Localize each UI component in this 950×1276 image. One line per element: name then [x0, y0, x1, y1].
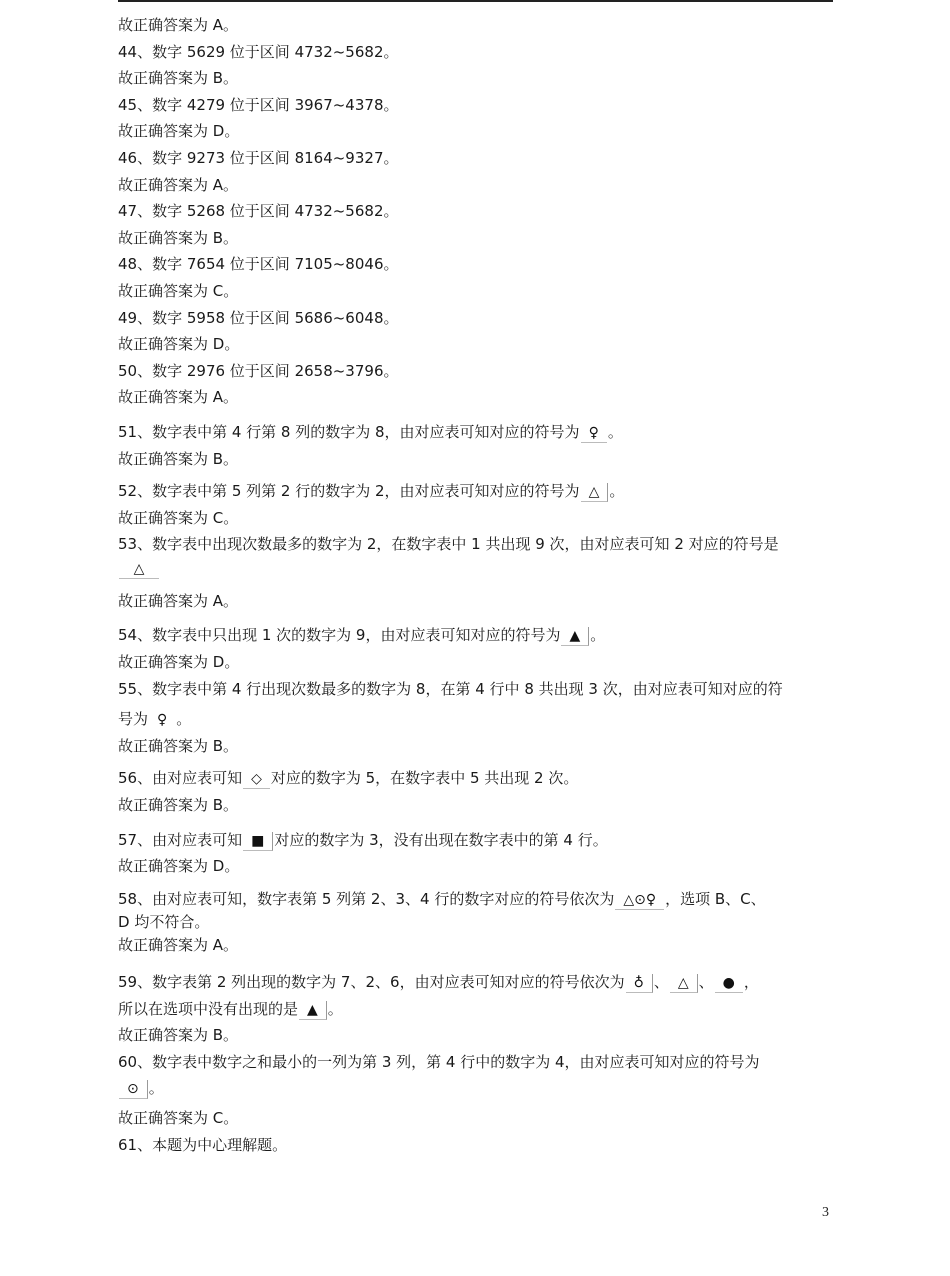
period: 。 [609, 482, 625, 501]
question-52-text: 52、数字表中第 5 列第 2 行的数字为 2，由对应表可知对应的符号为 [118, 482, 580, 501]
question-60: 60、数字表中数字之和最小的一列为第 3 列，第 4 行中的数字为 4，由对应表可知对应的符号为 [118, 1052, 760, 1071]
diamond-outline-icon: ◇ [243, 770, 270, 789]
period: 。 [148, 1079, 164, 1098]
circle-filled-icon: ● [715, 974, 743, 993]
question-54 [118, 622, 833, 649]
period: 。 [590, 626, 606, 645]
answer-56: 故正确答案为 B。 [118, 796, 239, 815]
question-58-text-b: ，选项 B、C、 [665, 889, 766, 908]
question-49: 49、数字 5958 位于区间 5686~6048。 [118, 308, 399, 327]
square-filled-icon: ■ [243, 832, 273, 851]
question-55-line2 [118, 706, 833, 733]
answer-47: 故正确答案为 B。 [118, 228, 239, 247]
question-53 [118, 531, 833, 558]
triangle-circle-female-icon: △⊙♀ [615, 891, 664, 910]
answer-55: 故正确答案为 B。 [118, 736, 239, 755]
period: 。 [327, 999, 343, 1018]
question-56 [118, 765, 833, 792]
question-46: 46、数字 9273 位于区间 8164~9327。 [118, 148, 399, 167]
dun-mark: 、 [653, 973, 669, 991]
triangle-filled-icon: ▲ [299, 1001, 327, 1020]
question-61: 61、本题为中心理解题。 [118, 1135, 288, 1154]
question-57 [118, 827, 833, 854]
answer-54: 故正确答案为 D。 [118, 653, 240, 672]
earth-symbol-icon: ♁ [626, 974, 653, 993]
question-58 [118, 886, 833, 913]
question-57-text-a: 57、由对应表可知 [118, 830, 243, 849]
answer-46: 故正确答案为 A。 [118, 175, 239, 194]
question-59-text-b: 所以在选项中没有出现的是 [118, 999, 299, 1018]
female-symbol-icon: ♀ [157, 712, 168, 729]
question-60-symbol-line [118, 1075, 833, 1105]
answer-44: 故正确答案为 B。 [118, 69, 239, 88]
question-55-text: 号为 [118, 710, 149, 729]
answer-60: 故正确答案为 C。 [118, 1109, 239, 1128]
answer-48: 故正确答案为 C。 [118, 281, 239, 300]
answer-51: 故正确答案为 B。 [118, 449, 239, 468]
question-47: 47、数字 5268 位于区间 4732~5682。 [118, 202, 399, 221]
question-55-line1: 55、数字表中第 4 行出现次数最多的数字为 8，在第 4 行中 8 共出现 3 次，由对应表可知对应的符 [118, 679, 783, 698]
question-45: 45、数字 4279 位于区间 3967~4378。 [118, 95, 399, 114]
answer-49: 故正确答案为 D。 [118, 335, 240, 354]
question-52 [118, 478, 833, 505]
question-50: 50、数字 2976 位于区间 2658~3796。 [118, 361, 399, 380]
answer-59: 故正确答案为 B。 [118, 1026, 239, 1045]
triangle-outline-icon: △ [119, 560, 159, 579]
question-54-text: 54、数字表中只出现 1 次的数字为 9，由对应表可知对应的符号为 [118, 626, 561, 645]
question-58-line2: D 均不符合。 [118, 913, 210, 932]
top-rule [118, 0, 833, 2]
answer-58: 故正确答案为 A。 [118, 936, 239, 955]
answer-53: 故正确答案为 A。 [118, 591, 239, 610]
comma: ， [743, 973, 759, 991]
triangle-filled-icon: ▲ [561, 627, 589, 646]
question-56-text-b: 对应的数字为 5，在数字表中 5 共出现 2 次。 [270, 769, 579, 788]
triangle-outline-icon: △ [581, 483, 609, 502]
dun-mark: 、 [698, 973, 714, 991]
female-symbol-icon: ♀ [581, 424, 607, 443]
question-44: 44、数字 5629 位于区间 4732~5682。 [118, 42, 399, 61]
triangle-outline-icon: △ [670, 974, 698, 993]
answer-line: 故正确答案为 A。 [118, 16, 239, 34]
answer-45: 故正确答案为 D。 [118, 122, 240, 141]
circled-dot-icon: ⊙ [119, 1080, 148, 1099]
document-body [118, 12, 833, 1159]
question-58-text-a: 58、由对应表可知，数字表第 5 列第 2、3、4 行的数字对应的符号依次为 [118, 889, 615, 908]
answer-50: 故正确答案为 A。 [118, 388, 239, 407]
answer-57: 故正确答案为 D。 [118, 857, 240, 876]
question-48: 48、数字 7654 位于区间 7105~8046。 [118, 255, 399, 274]
question-53-symbol-line [118, 560, 833, 588]
question-56-text-a: 56、由对应表可知 [118, 769, 243, 788]
answer-52: 故正确答案为 C。 [118, 508, 239, 527]
period: 。 [607, 422, 623, 441]
question-51-text: 51、数字表中第 4 行第 8 列的数字为 8，由对应表可知对应的符号为 [118, 422, 580, 441]
question-57-text-b: 对应的数字为 3，没有出现在数字表中的第 4 行。 [274, 830, 608, 849]
question-59-text-a: 59、数字表第 2 列出现的数字为 7、2、6，由对应表可知对应的符号依次为 [118, 973, 625, 991]
question-59 [118, 969, 833, 996]
question-59-line2 [118, 996, 833, 1023]
period: 。 [176, 710, 192, 729]
question-51 [118, 419, 833, 446]
page-number: 3 [822, 1205, 829, 1220]
question-53-text: 53、数字表中出现次数最多的数字为 2，在数字表中 1 共出现 9 次，由对应表可知 2 对应的符号是 [118, 535, 779, 554]
